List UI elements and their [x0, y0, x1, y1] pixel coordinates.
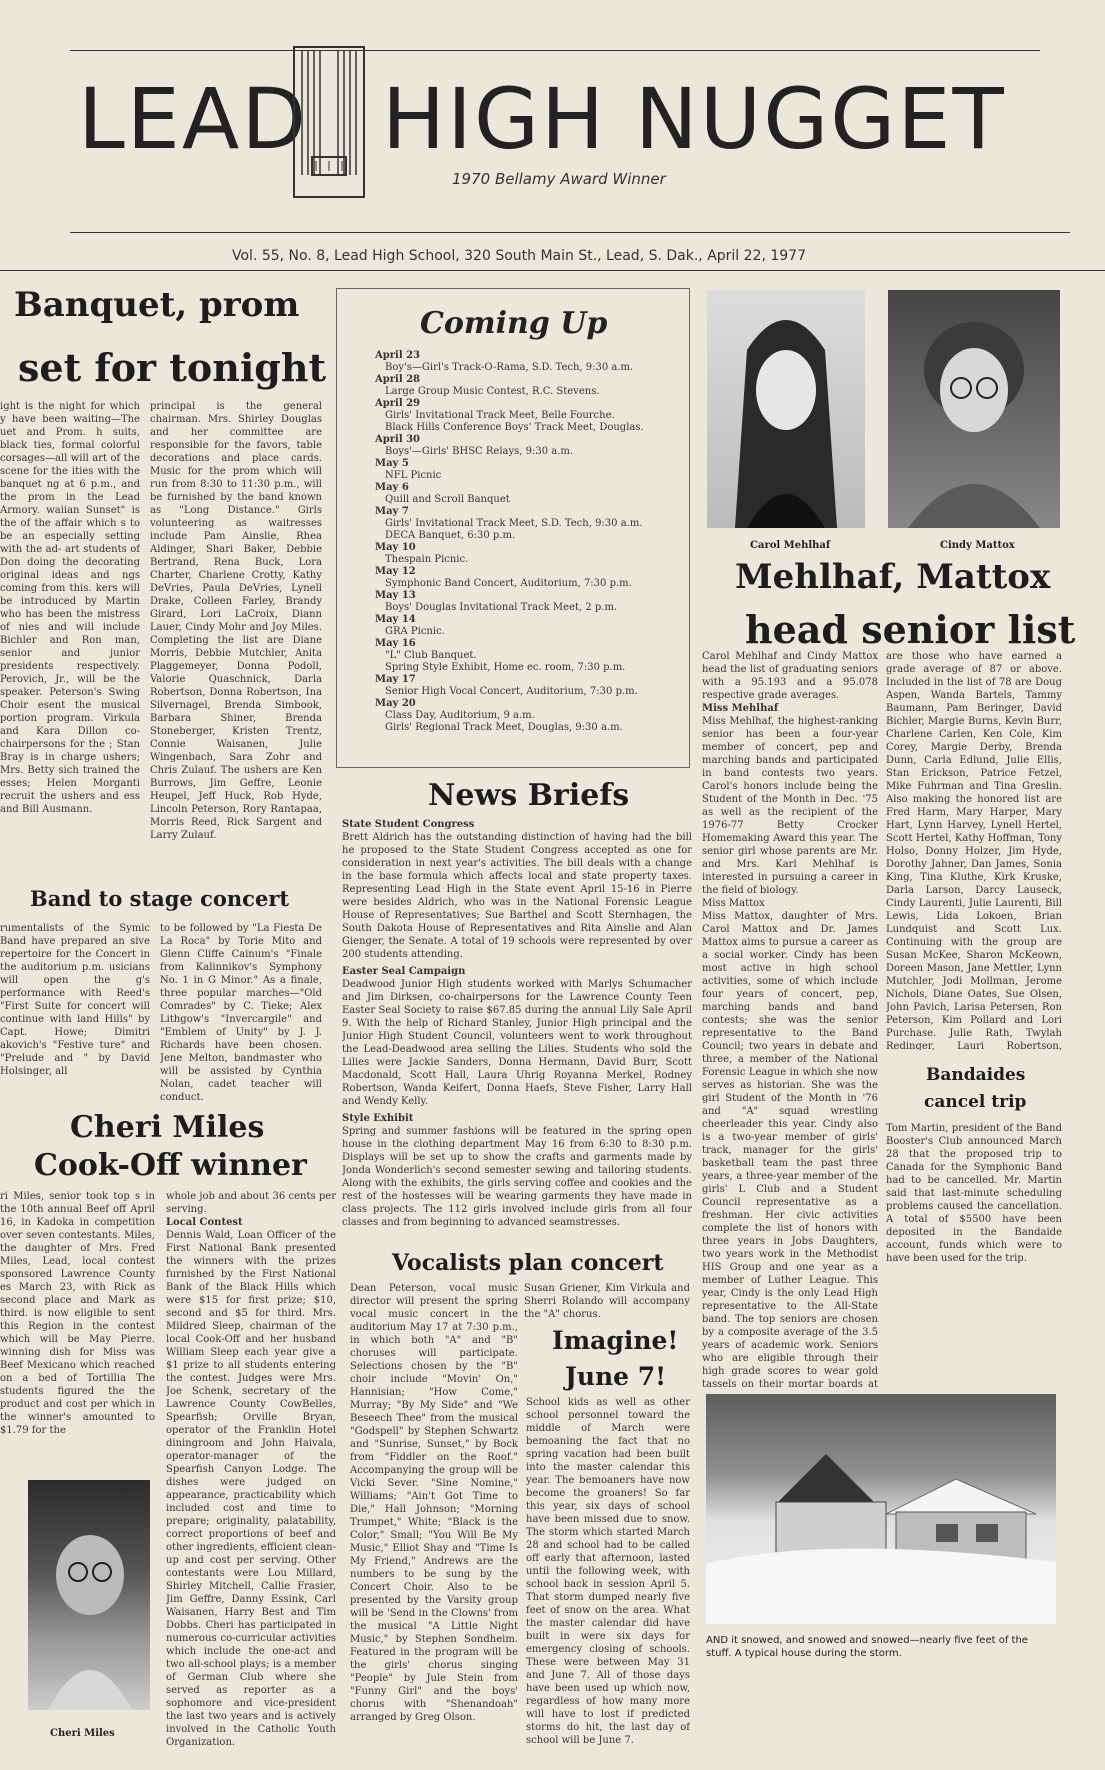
vocalists-headline: Vocalists plan concert: [392, 1250, 664, 1276]
coming-up-event: [375, 506, 675, 542]
cheri-column-2-body: Dennis Wald, Loan Officer of the First National Bank presented the winners with the prizes furnished by the First National Bank of the Black Hills which were $15 for first prize; $10, second and $5 for third. Mrs. Mildred Sleep, chairman of the local Cook-Off and her husband William Sleep each year give a $1 prize to all students entering the contest. Judges were Mrs. Joe Schenk, secretary of the Lawrence County CowBelles, Spearfish; Orville Bryan, operator of the Franklin Hotel diningroom and John Haivala, operator-manager of the Spearfish Canyon Lodge. The dishes were judged on appearance, practicability which included cost and time to prepare; originality, palatability, correct proportions of beef and other ingredients, efficient clean-up and cost per serving. Other contestants were Lou Millard, Shirley Mitchell, Callie Frasier, Jim Geffre, Danny Essink, Carl Waisanen, Harry Best and Tim Dobbs. Cheri has participated in numerous co-curricular activities which include the one-act and two all-school plays; is a member of German Club where she served as reporter as a sophomore and vice-president the last two years and is actively involved in the Catholic Youth Organization.: [166, 1230, 336, 1748]
volume-line: Vol. 55, No. 8, Lead High School, 320 South Main St., Lead, S. Dak., April 22, 1977: [232, 248, 806, 264]
event-date: April 28: [375, 374, 421, 385]
vocalists-column-1: Dean Peterson, vocal music director will present the spring vocal music concert in the auditorium May 17 at 7:30 p.m., in which both "A" and "B" choruses will participate. Selections chosen by the "B" choir include "Movin' On," Hannisian; "How Come," Murray; "By My Side" and "We Beseech Thee" from the musical "Godspell" by Stephen Schwartz and "Sunrise, Sunset," by Bock from "Fiddler on the Roof." Accompanying the group will be Vicki Sever. "Sine Nomine," Williams; "Ain't Got Time to Die," Hall Johnson; "Morning Trumpet," White; "Black is the Color," Small; "You Will Be My Music," Elliot Shay and "Time Is My Friend," Andrews are the numbers to be sung by the Concert Choir. Also to be presented by the Varsity group will be 'Send in the Clowns' from the musical "A Little Night Music," by Stephen Sondheim. Featured in the program will be the girls' chorus singing "People" by Jule Stein from "Funny Girl" and the boys' chorus with "Shenandoah" arranged by Greg Olson.: [350, 1283, 518, 1723]
cheri-headline-1: Cheri Miles: [70, 1110, 265, 1145]
event-date: May 5: [375, 458, 409, 469]
banquet-column-1: ight is the night for which y have been waiting—The uet and Prom. h suits, black ties, formal colorful corsages—all will art of the scene for the ities with the banquet ng at 6 p.m., and the prom in the Lead Armory. waiian Sunset" is the of the affair which s to be an especially setting with the ad- art students of Don doing the decorating original ideas and ngs coming from this. kers will be introduced by Martin who has been the mistress of nies and will include Bichler and Ron man, senior and junior presidents respectively. Perovich, Jr., will be the speaker. Peterson's Swing Choir esent the musical portion program. Virkula and Kara Dillon co-chairpersons for the ; Stan Bray is in charge ushers; Mrs. Betty sich trained the esses; Helen Morganti recruit the ushers and ess and Bill Ausmann.: [0, 401, 140, 815]
cheri-miles-photo: [28, 1480, 150, 1710]
masthead-mid-rule: [70, 232, 1070, 233]
coming-up-event: [375, 542, 675, 566]
event-date: May 14: [375, 614, 416, 625]
bandaides-body: Tom Martin, president of the Band Booster's Club announced March 28 that the proposed trip to Canada for the Symphonic Band had to be cancelled. Mr. Martin said that last-minute scheduling problems caused the cancellation. A total of $5500 have been deposited in the Bandaide account, funds which were to have been used for the trip.: [886, 1123, 1062, 1264]
event-item: Black Hills Conference Boys' Track Meet, Douglas.: [385, 422, 644, 433]
band-column-1: rumentalists of the Symic Band have prepared an sive repertoire for the Concert in the auditorium p.m. usicians will open the g's performance with Reed's "First Suite for concert will continue with land Hills" by Capt. Howe; Dimitri akovich's "Festive ture" and "Prelude and " by David Holsinger, all: [0, 923, 150, 1077]
event-date: May 7: [375, 506, 409, 517]
miss-mattox-subhead: Miss Mattox: [702, 898, 765, 909]
coming-up-event: [375, 374, 675, 398]
event-item: Senior High Vocal Concert, Auditorium, 7:30 p.m.: [385, 686, 638, 697]
event-item: DECA Banquet, 6:30 p.m.: [385, 530, 516, 541]
event-item: Girls' Invitational Track Meet, S.D. Tech, 9:30 a.m.: [385, 518, 643, 529]
banquet-headline-2: set for tonight: [18, 345, 327, 390]
bandaides-headline-1: Bandaides: [926, 1065, 1026, 1085]
banquet-headline-1: Banquet, prom: [14, 285, 300, 325]
bandaides-headline-2: cancel trip: [924, 1092, 1027, 1112]
student-congress-subhead: State Student Congress: [342, 819, 475, 830]
event-item: Spring Style Exhibit, Home ec. room, 7:30 p.m.: [385, 662, 626, 673]
coming-up-event: [375, 614, 675, 638]
imagine-headline-1: Imagine!: [552, 1326, 679, 1355]
snow-caption: AND it snowed, and snowed and snowed—nearly five feet of the stuff. A typical house during the storm.: [706, 1635, 1028, 1659]
event-item: GRA Picnic.: [385, 626, 445, 637]
event-item: Class Day, Auditorium, 9 a.m.: [385, 710, 535, 721]
coming-up-event: [375, 590, 675, 614]
local-contest-subhead: Local Contest: [166, 1217, 243, 1228]
imagine-headline-2: June 7!: [565, 1362, 667, 1391]
event-date: May 16: [375, 638, 416, 649]
senior-intro: Carol Mehlhaf and Cindy Mattox head the list of graduating seniors with a 95.193 and a 95.078 respective grade averages.: [702, 651, 878, 701]
senior-column-1: [702, 650, 878, 1390]
news-briefs-body: [342, 818, 692, 1266]
event-item: Boy's—Girl's Track-O-Rama, S.D. Tech, 9:30 a.m.: [385, 362, 634, 373]
event-date: May 12: [375, 566, 416, 577]
cindy-mattox-photo: [888, 290, 1060, 528]
coming-up-event: [375, 698, 675, 734]
cheri-headline-2: Cook-Off winner: [34, 1148, 307, 1183]
event-item: Girls' Regional Track Meet, Douglas, 9:30 a.m.: [385, 722, 623, 733]
event-item: Thespain Picnic.: [385, 554, 469, 565]
coming-up-list: [375, 350, 675, 734]
style-exhibit-text: Spring and summer fashions will be featured in the spring open house in the clothing department May 16 from 6:30 to 8:30 p.m. Displays will be set up to show the crafts and garments made by Jonda Wonderlich's second semester sewing and tailoring students. Along with the exhibits, the girls serving coffee and cookies and the rest of the hostesses will be wearing garments they have made in class projects. The 112 girls involved include girls from all four classes and from beginning to advanced seamstresses.: [342, 1126, 692, 1228]
snow-house-photo: [706, 1394, 1056, 1624]
cheri-caption: Cheri Miles: [50, 1728, 115, 1739]
event-item: NFL Picnic: [385, 470, 442, 481]
masthead-emblem: [290, 45, 368, 200]
coming-up-event: [375, 482, 675, 506]
event-date: April 23: [375, 350, 421, 361]
event-item: "L" Club Banquet.: [385, 650, 477, 661]
event-item: Symphonic Band Concert, Auditorium, 7:30 p.m.: [385, 578, 632, 589]
coming-up-event: [375, 350, 675, 374]
imagine-body: School kids as well as other school personnel toward the middle of March were bemoaning the fact that no spring vacation had been built into the master calendar this year. The bemoaners have now become the groaners! So far this year, six days of school have been missed due to snow. The storm which started March 28 and school had to be called off early that afternoon, lasted until the following week, with school back in session April 5. That storm dumped nearly five feet of snow on the area. What the master calendar did have built in were six days for emergency closing of schools. These were between May 31 and June 7. All of those days have been used up which now, regardless of how many more will have to lost if predicted storms do hit, the last day of school will be June 7.: [526, 1397, 690, 1746]
event-item: Boys' Douglas Invitational Track Meet, 2 p.m.: [385, 602, 618, 613]
award-line: 1970 Bellamy Award Winner: [452, 170, 666, 188]
banquet-column-2: principal is the general chairman. Mrs. Shirley Douglas and her committee are responsible for the favors, table decorations and place cards. Music for the prom which will run from 8:30 to 11:30 p.m., will be furnished by the band known as "Long Distance." Girls volunteering as waitresses include Pam Ainslie, Rhea Aldinger, Shari Baker, Debbie Bertrand, Rena Buck, Lora Charter, Charlene Crotty, Kathy DeVries, Paula DeVries, Lynell Drake, Colleen Farley, Brandy Girard, Lori LaCroix, Diann Lauer, Cindy Mohr and Joy Miles. Completing the list are Diane Morris, Debbie Mutchler, Anita Plaggemeyer, Donna Podoll, Valorie Quaschnick, Darla Robertson, Donna Robertson, Ina Silvernagel, Brenda Simbook, Barbara Shiner, Brenda Stoneberger, Kristen Trentz, Connie Waisanen, Julie Wingenbach, Sara Zohr and Chris Zulauf. The ushers are Ken Burrows, Jim Geffre, Leonie Heupel, Jeff Huck, Rob Hyde, Lincoln Peterson, Rory Rantapaa, Morris Reed, Rick Sargent and Larry Zulauf.: [150, 401, 322, 841]
band-headline: Band to stage concert: [30, 886, 290, 911]
event-item: Girls' Invitational Track Meet, Belle Fourche.: [385, 410, 615, 421]
style-exhibit-subhead: Style Exhibit: [342, 1113, 414, 1124]
event-date: May 13: [375, 590, 416, 601]
event-date: May 6: [375, 482, 409, 493]
coming-up-event: [375, 674, 675, 698]
event-date: April 30: [375, 434, 421, 445]
event-item: Large Group Music Contest, R.C. Stevens.: [385, 386, 600, 397]
coming-up-title: Coming Up: [420, 306, 608, 341]
mattox-text: Miss Mattox, daughter of Mrs. Carol Mattox and Dr. James Mattox aims to pursue a career as a social worker. Cindy has been most active in high school activities, some of which include four years of concert, pep, marching bands and band contests; she was the senior representative to the Band Council; two years in debate and three, a member of the National Forensic League in which she now serves as historian. She was the girl Student of the Month in '76 and "A" squad wrestling cheerleader this year. Cindy also is a two-year member of girls' track, manager for the girls' basketball team the past three years, a three-year member of the girls' L Club and a Student Council representative as a freshman. Her civic activities complete the list of honors with three years in Jobs Daughters, two years work in the Methodist HIS Group and one year as a member of Luther League. This year, Cindy is the only Lead High representative to the All-State band. The top seniors are chosen by a composite average of the 3.5 years of academic work. Seniors who are eligible through their high grade scores to wear gold tassels on their mortar boards at: [702, 911, 878, 1390]
cheri-column-1: ri Miles, senior took top s in the 10th annual Beef off April 16, in Kadoka in competition over seven contestants. Miles, the daughter of Mrs. Fred Miles, Lead, local contest sponsored Lawrence County es March 23, with Rick as second place and Mark as third. is now eligible to sent this Region in the contest which will be May Pierre. winning dish for Miss was Beef Mexicano which reached on a bed of Tortillia The students figured the the product and cost per which in the winner's amounted to $1.79 for the: [0, 1191, 155, 1436]
easter-seal-subhead: Easter Seal Campaign: [342, 966, 466, 977]
masthead-top-rule: [70, 50, 1040, 51]
coming-up-event: [375, 434, 675, 458]
senior-column-2: are those who have earned a grade average of 87 or above. Included in the list of 78 are Doug Aspen, Wanda Bartels, Tammy Baumann, Pam Beringer, David Bichler, Margie Burns, Kevin Burr, Charlene Carlen, Ken Cole, Kim Corey, Margie Derby, Brenda Dunn, Carla Edlund, Julie Ellis, Stan Erickson, Patrice Fetzel, Mike Fuhrman and Tina Greslin. Also making the honored list are Fred Harm, Mary Harper, Mary Hart, Lynn Harvey, Lynell Hertel, Scott Hertel, Kathy Hoffman, Tony Holso, Donny Holzer, Jim Hyde, Dorothy Jahner, Dan James, Sonia King, Tina Kluthe, Kirk Kruske, Darla Larson, Darcy Lauseck, Cindy Laurenti, Julie Laurenti, Bill Lewis, Lida Lokoen, Brian Lundquist and Scott Lux. Continuing with the group are Susan McKee, Sharon McKeown, Doreen Mason, Jane Mettler, Lynn Mutchler, Jodi Mollman, Jerome Nichols, Diane Oates, Sue Olsen, John Pavich, Larisa Petersen, Ron Peterson, Kim Pollard and Lori Purchase. Julie Rath, Twylah Redinger, Lauri Robertson,: [886, 651, 1062, 1050]
event-date: May 20: [375, 698, 416, 709]
event-item: Quill and Scroll Banquet: [385, 494, 510, 505]
coming-up-event: [375, 398, 675, 434]
masthead-lead: LEAD: [78, 70, 309, 168]
event-date: April 29: [375, 398, 421, 409]
senior-headline-2: head senior list: [745, 607, 1076, 652]
cheri-column-2-lead: whole job and about 36 cents per serving.: [166, 1191, 336, 1215]
band-column-2: to be followed by "La Fiesta De La Roca" by Torie Mito and Glenn Cliffe Cainum's "Finale from Kalinnikov's Symphony No. 1 in G Minor." As a finale, three popular marches—"Old Comrades" by C. Tieke; Alex Lithgow's "Invercargile" and "Emblem of Unity" by J. J. Richards have been chosen. Jene Melton, bandmaster who will be assisted by Cynthia Nolan, cadet teacher will conduct.: [160, 923, 322, 1102]
cheri-column-2: [166, 1190, 336, 1750]
news-briefs-headline: News Briefs: [428, 778, 630, 813]
vocalists-column-2: Susan Griener, Kim Virkula and Sherri Rolando will accompany the "A" chorus.: [524, 1283, 690, 1320]
coming-up-event: [375, 458, 675, 482]
miss-mehlhaf-subhead: Miss Mehlhaf: [702, 703, 779, 714]
event-item: Boys'—Girls' BHSC Relays, 9:30 a.m.: [385, 446, 574, 457]
event-date: May 10: [375, 542, 416, 553]
cindy-caption: Cindy Mattox: [940, 540, 1015, 551]
coming-up-event: [375, 638, 675, 674]
coming-up-event: [375, 566, 675, 590]
easter-seal-text: Deadwood Junior High students worked with Marlys Schumacher and Jim Dirksen, co-chairpersons for the Lawrence County Teen Easter Seal Society to raise $67.85 during the annual Lily Sale April 9. With the help of Richard Stanley, Junior High principal and the Junior High Student Council, volunteers went to work throughout the Lead-Deadwood area selling the Lilies. Students who sold the Lilies were Jackie Sanders, Donna Hermann, David Burr, Scott Macdonald, Scott Hall, Laura Uhrig Royanna Merkel, Rodney Robertson, Wanda Keifert, Donna Haefs, Steve Fisher, Larry Hall and Wendy Kelly.: [342, 979, 692, 1107]
mehlhaf-text: Miss Mehlhaf, the highest-ranking senior has been a four-year member of concert, pep and marching bands and participated in band contests two years. Carol's honors include being the Student of the Month in Dec. '75 as well as the recipient of the 1976-77 Betty Crocker Homemaking Award this year. The senior girl whose parents are Mr. and Mrs. Karl Mehlhaf is interested in pursuing a career in the field of biology.: [702, 716, 878, 896]
event-date: May 17: [375, 674, 416, 685]
masthead-high-nugget: HIGH NUGGET: [382, 70, 1006, 168]
student-congress-text: Brett Aldrich has the outstanding distinction of having had the bill he proposed to the State Student Congress accepted as one for consideration in next year's activities. The bill deals with a change in the base formula which affects local and state property taxes. Representing Lead High in the State event April 15-16 in Pierre were besides Aldrich, who was in the National Forensic League House of Representatives; Sue Barthel and Scott Sternhagen, the South Dakota House of Representatives and Rita Ainslie and Alan Gienger, the Senate. A total of 19 schools were represented by over 200 students attending.: [342, 832, 692, 960]
carol-mehlhaf-photo: [707, 290, 865, 528]
masthead-bottom-rule: [0, 270, 1105, 271]
carol-caption: Carol Mehlhaf: [750, 540, 831, 551]
senior-headline-1: Mehlhaf, Mattox: [735, 557, 1051, 597]
